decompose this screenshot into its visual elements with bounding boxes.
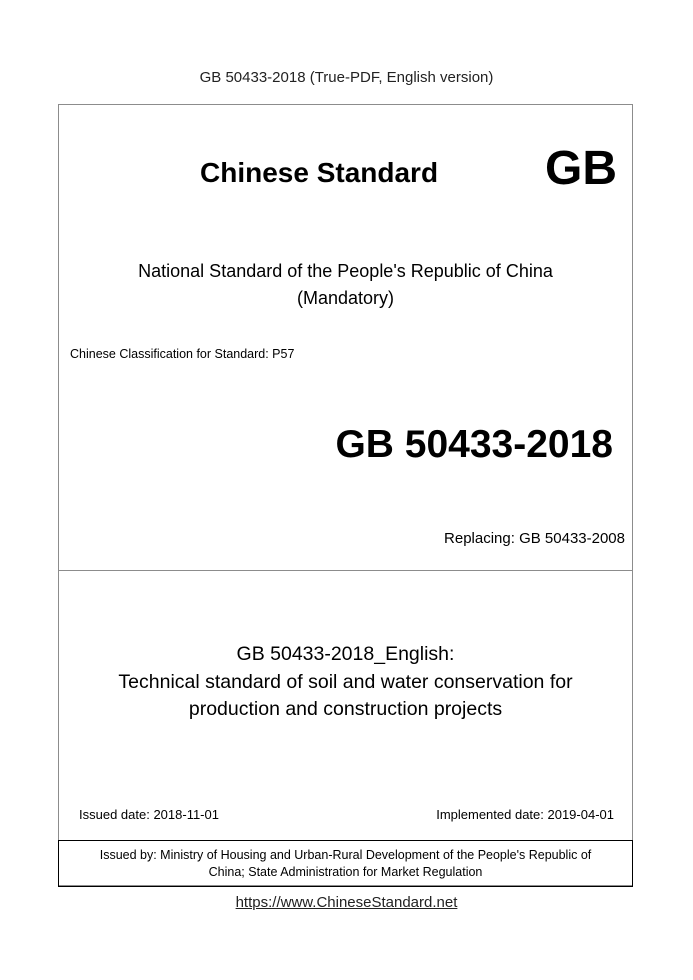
title-line-1: Technical standard of soil and water conservation for (118, 670, 573, 693)
implemented-date: Implemented date: 2019-04-01 (436, 807, 614, 822)
issuer-line-1: Issued by: Ministry of Housing and Urban-Rural Development of the People's Republic of (99, 848, 592, 862)
document-title (58, 641, 633, 724)
title-line-2: production and construction projects (188, 698, 503, 720)
gb-mark: GB (545, 142, 617, 195)
issued-date: Issued date: 2018-11-01 (79, 807, 219, 822)
national-standard-block (58, 258, 633, 312)
issuer-box (58, 840, 633, 887)
title-line-code: GB 50433-2018_English: (236, 643, 455, 665)
issuer-line-2: China; State Administration for Market Regulation (208, 865, 483, 879)
document-header: GB 50433-2018 (True-PDF, English version) (199, 69, 494, 86)
cover-frame (58, 104, 633, 886)
classification-text: Chinese Classification for Standard: P57 (70, 347, 295, 361)
mandatory-label: (Mandatory) (296, 288, 395, 308)
standard-code: GB 50433-2018 (335, 423, 613, 466)
national-standard-line: National Standard of the People's Republic of China (138, 261, 553, 281)
website-link[interactable]: https://www.ChineseStandard.net (235, 894, 458, 911)
section-divider (58, 570, 633, 571)
footer (0, 894, 693, 912)
replacing-text: Replacing: GB 50433-2008 (444, 530, 625, 547)
standard-label: Chinese Standard (200, 157, 439, 188)
